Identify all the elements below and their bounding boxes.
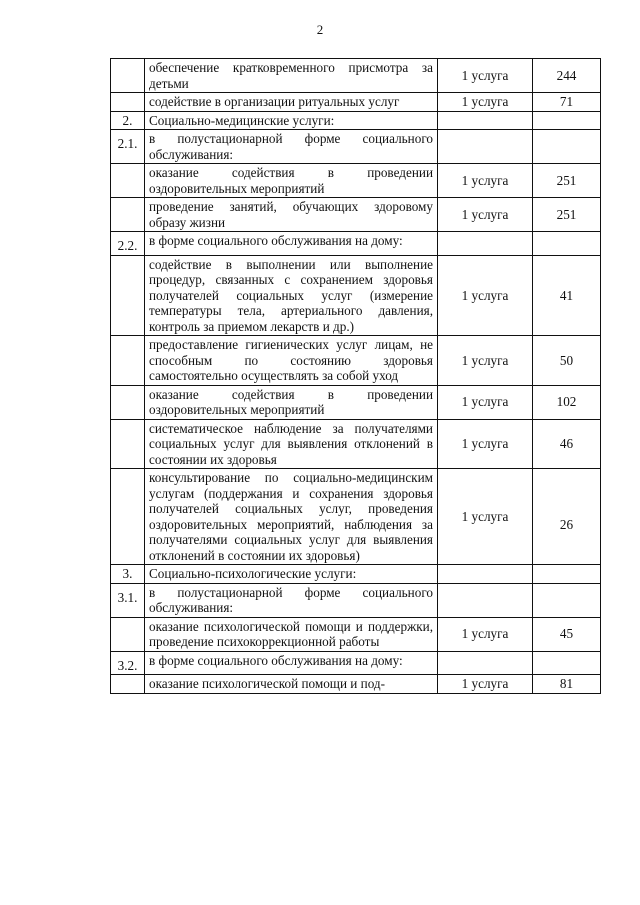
section-heading: Социально-медицинские услуги: [145, 111, 438, 130]
service-unit: 1 услуга [438, 93, 533, 112]
service-unit [438, 130, 533, 164]
subsection-heading: в полустационарной форме социального обслуживания: [145, 583, 438, 617]
table-row [111, 255, 601, 336]
service-description: оказание психологической помощи и под- [145, 675, 438, 694]
row-number [111, 164, 145, 198]
service-unit: 1 услуга [438, 675, 533, 694]
service-value: 45 [533, 617, 601, 651]
service-value: 46 [533, 419, 601, 469]
service-unit: 1 услуга [438, 336, 533, 386]
page-number: 2 [316, 22, 324, 37]
service-description: оказание содействия в проведении оздоровительных мероприятий [145, 164, 438, 198]
row-number: 2.2. [111, 232, 145, 256]
row-number: 2. [111, 111, 145, 130]
row-number [111, 419, 145, 469]
table-row [111, 198, 601, 232]
row-number: 3. [111, 565, 145, 584]
table-row [111, 164, 601, 198]
row-number [111, 198, 145, 232]
section-heading: Социально-психологические услуги: [145, 565, 438, 584]
service-value: 71 [533, 93, 601, 112]
row-number: 3.1. [111, 583, 145, 617]
service-description: оказание психологической помощи и поддержки, проведение психокоррекционной работы [145, 617, 438, 651]
service-value: 251 [533, 198, 601, 232]
row-number [111, 385, 145, 419]
service-unit [438, 232, 533, 256]
service-value [533, 565, 601, 584]
table-row [111, 93, 601, 112]
service-value: 251 [533, 164, 601, 198]
subsection-heading: в полустационарной форме социального обслуживания: [145, 130, 438, 164]
service-unit: 1 услуга [438, 385, 533, 419]
table-row [111, 111, 601, 130]
row-number [111, 255, 145, 336]
service-description: содействие в выполнении или выполнение процедур, связанных с сохранением здоровья получателей социальных услуг (измерение температуры тела, артериального давления, контроль за приемом лекарств и др.) [145, 255, 438, 336]
table-row [111, 59, 601, 93]
table-row [111, 419, 601, 469]
row-number: 2.1. [111, 130, 145, 164]
table-row [111, 469, 601, 565]
table-row [111, 232, 601, 256]
service-unit: 1 услуга [438, 469, 533, 565]
service-unit [438, 111, 533, 130]
subsection-heading: в форме социального обслуживания на дому: [145, 232, 438, 256]
service-value [533, 232, 601, 256]
service-unit: 1 услуга [438, 419, 533, 469]
service-description: систематическое наблюдение за получателями социальных услуг для выявления отклонений в состоянии их здоровья [145, 419, 438, 469]
table-row [111, 675, 601, 694]
table-row [111, 583, 601, 617]
row-number [111, 469, 145, 565]
service-unit [438, 651, 533, 675]
row-number [111, 675, 145, 694]
service-value [533, 651, 601, 675]
service-value [533, 111, 601, 130]
service-value: 244 [533, 59, 601, 93]
row-number [111, 93, 145, 112]
service-value: 26 [533, 469, 601, 565]
row-number [111, 617, 145, 651]
row-number [111, 336, 145, 386]
service-unit [438, 565, 533, 584]
service-unit [438, 583, 533, 617]
row-number [111, 59, 145, 93]
service-unit: 1 услуга [438, 59, 533, 93]
service-description: обеспечение кратковременного присмотра за детьми [145, 59, 438, 93]
service-description: проведение занятий, обучающих здоровому образу жизни [145, 198, 438, 232]
service-unit: 1 услуга [438, 255, 533, 336]
table-row [111, 385, 601, 419]
service-description: содействие в организации ритуальных услуг [145, 93, 438, 112]
service-value [533, 130, 601, 164]
service-unit: 1 услуга [438, 198, 533, 232]
service-description: оказание содействия в проведении оздоровительных мероприятий [145, 385, 438, 419]
service-unit: 1 услуга [438, 617, 533, 651]
service-unit: 1 услуга [438, 164, 533, 198]
table-row [111, 130, 601, 164]
table-row [111, 651, 601, 675]
service-description: предоставление гигиенических услуг лицам, не способным по состоянию здоровья самостоятельно осуществлять за собой уход [145, 336, 438, 386]
service-value: 81 [533, 675, 601, 694]
table-row [111, 565, 601, 584]
service-description: консультирование по социально-медицинским услугам (поддержания и сохранения здоровья получателей социальных услуг, проведения оздоровительных мероприятий, наблюдения за получателями социальных услуг для выявления отклонений в состоянии их здоровья) [145, 469, 438, 565]
table-row [111, 336, 601, 386]
service-value [533, 583, 601, 617]
service-value: 50 [533, 336, 601, 386]
services-tariff-table [110, 58, 601, 694]
row-number: 3.2. [111, 651, 145, 675]
subsection-heading: в форме социального обслуживания на дому: [145, 651, 438, 675]
service-value: 102 [533, 385, 601, 419]
table-row [111, 617, 601, 651]
service-value: 41 [533, 255, 601, 336]
